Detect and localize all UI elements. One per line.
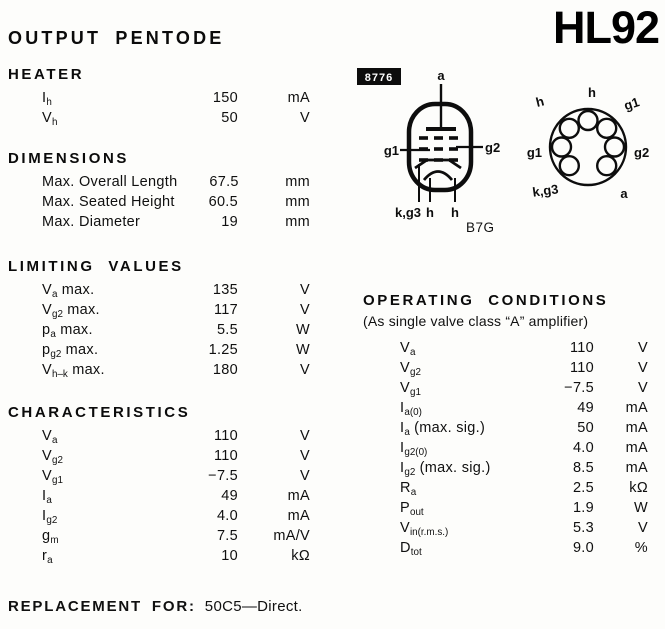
section-heading: LIMITING VALUES xyxy=(8,258,184,275)
spec-row xyxy=(363,438,648,458)
spec-row xyxy=(363,338,648,358)
pin-label-g1-left: g1 xyxy=(526,145,542,160)
operating-subtitle: (As single valve class “A” amplifier) xyxy=(363,313,589,329)
heater-pin-label-left: h xyxy=(426,205,434,220)
heater-filament xyxy=(424,172,452,181)
section-heading: HEATER xyxy=(8,66,85,83)
spec-value: 49 xyxy=(577,400,594,416)
spec-value: 7.5 xyxy=(216,528,238,544)
spec-value: 180 xyxy=(212,362,238,378)
spec-unit: V xyxy=(300,110,310,126)
spec-row xyxy=(363,358,648,378)
spec-label: $V_{g1}$ xyxy=(42,468,63,486)
spec-value: 2.5 xyxy=(572,480,594,496)
spec-unit: kΩ xyxy=(291,548,310,564)
section-heater xyxy=(8,66,310,128)
spec-label: $R_a$ xyxy=(400,480,417,498)
spec-label: $V_{g2}$ xyxy=(42,448,63,466)
spec-rows xyxy=(8,280,310,380)
spec-value: 150 xyxy=(212,90,238,106)
pin-label-g1-upper-right: g1 xyxy=(622,94,642,114)
spec-row xyxy=(363,518,648,538)
spec-value: 110 xyxy=(569,340,594,356)
replacement-value: 50C5—Direct. xyxy=(204,598,303,615)
spec-value: −7.5 xyxy=(208,468,238,484)
spec-row xyxy=(8,172,310,192)
spec-unit: mA xyxy=(625,400,648,416)
spec-label: $V_a$ xyxy=(42,428,58,446)
spec-row xyxy=(363,398,648,418)
spec-unit: kΩ xyxy=(629,480,648,496)
spec-row xyxy=(8,340,310,360)
spec-unit: V xyxy=(300,302,310,318)
spec-unit: mA xyxy=(625,440,648,456)
spec-label: $I_{g2(0)}$ xyxy=(400,440,428,458)
tube-symbol-diagram xyxy=(352,60,504,238)
spec-value: 5.3 xyxy=(572,520,594,536)
spec-label: $V_a$ max. xyxy=(42,282,95,300)
spec-unit: V xyxy=(638,340,648,356)
spec-value: 4.0 xyxy=(572,440,594,456)
spec-label: $P_{out}$ xyxy=(400,500,424,518)
spec-unit: V xyxy=(300,282,310,298)
spec-unit: V xyxy=(638,380,648,396)
cathode-pin-label: k,g3 xyxy=(394,205,422,220)
pin-label-k-g3-lower-left: k,g3 xyxy=(531,181,560,200)
spec-row xyxy=(363,418,648,438)
spec-unit: W xyxy=(296,322,310,338)
spec-row xyxy=(8,320,310,340)
spec-row xyxy=(8,88,310,108)
spec-label: Max. Seated Height xyxy=(42,194,175,210)
spec-row xyxy=(363,378,648,398)
spec-label: $D_{tot}$ xyxy=(400,540,422,558)
spec-value: 50 xyxy=(221,110,238,126)
spec-row xyxy=(8,426,310,446)
spec-label: $p_a$ max. xyxy=(42,322,93,340)
spec-label: Max. Overall Length xyxy=(42,174,178,190)
spec-unit: mA xyxy=(287,90,310,106)
spec-label: $I_{a(0)}$ xyxy=(400,400,422,418)
spec-label: $I_a$ xyxy=(42,488,52,506)
spec-unit: V xyxy=(300,468,310,484)
spec-value: 50 xyxy=(577,420,594,436)
spec-label: $V_a$ xyxy=(400,340,416,358)
grid1-pin-label: g1 xyxy=(383,143,399,158)
spec-unit: mA xyxy=(287,488,310,504)
spec-unit: mA xyxy=(287,508,310,524)
spec-value: 9.0 xyxy=(572,540,594,556)
spec-unit: mA xyxy=(625,460,648,476)
spec-row xyxy=(8,506,310,526)
pin-label-g2-right: g2 xyxy=(634,145,650,160)
spec-row xyxy=(8,212,310,232)
section-heading: CHARACTERISTICS xyxy=(8,404,191,421)
spec-row xyxy=(8,446,310,466)
spec-unit: V xyxy=(638,520,648,536)
spec-label: $V_{g1}$ xyxy=(400,380,421,398)
section-characteristics xyxy=(8,404,310,566)
spec-value: 110 xyxy=(213,428,238,444)
spec-label: $g_m$ xyxy=(42,528,59,546)
spec-label: $I_h$ xyxy=(42,90,52,108)
page-title: HL92 xyxy=(552,2,659,53)
pin-label-h-upper-left: h xyxy=(534,93,546,110)
spec-row xyxy=(8,526,310,546)
spec-value: 117 xyxy=(213,302,238,318)
spec-unit: W xyxy=(634,500,648,516)
spec-label: $I_{g2}$ (max. sig.) xyxy=(400,460,491,478)
drawing-ref-code: 8776 xyxy=(364,72,394,84)
replacement-label: REPLACEMENT FOR: xyxy=(8,598,196,615)
spec-value: 5.5 xyxy=(216,322,238,338)
spec-rows xyxy=(363,338,648,558)
page-subtitle: OUTPUT PENTODE xyxy=(8,28,225,48)
section-operating-conditions xyxy=(363,292,648,558)
spec-value: 67.5 xyxy=(209,174,239,190)
spec-value: 8.5 xyxy=(572,460,594,476)
spec-unit: mA/V xyxy=(273,528,310,544)
spec-row xyxy=(8,280,310,300)
spec-unit: V xyxy=(300,428,310,444)
grid2-pin-label: g2 xyxy=(485,140,501,155)
spec-row xyxy=(8,546,310,566)
spec-value: 1.9 xyxy=(572,500,594,516)
base-outline xyxy=(550,109,626,185)
spec-label: $I_{g2}$ xyxy=(42,508,58,526)
spec-row xyxy=(363,478,648,498)
spec-row xyxy=(8,486,310,506)
spec-unit: V xyxy=(300,448,310,464)
pin-label-a-lower-right: a xyxy=(620,186,628,201)
spec-rows xyxy=(8,172,310,232)
spec-row xyxy=(8,192,310,212)
spec-value: 4.0 xyxy=(216,508,238,524)
spec-label: $V_{g2}$ xyxy=(400,360,421,378)
spec-label: $V_{g2}$ max. xyxy=(42,302,100,320)
spec-value: −7.5 xyxy=(564,380,594,396)
spec-row xyxy=(363,458,648,478)
spec-value: 110 xyxy=(569,360,594,376)
spec-value: 60.5 xyxy=(208,194,238,210)
spec-rows xyxy=(8,88,310,128)
replacement-note xyxy=(8,598,303,615)
base-pinout-diagram xyxy=(498,78,665,213)
anode-pin-label: a xyxy=(437,68,445,83)
spec-rows xyxy=(8,426,310,566)
section-limiting-values xyxy=(8,258,310,380)
spec-value: 49 xyxy=(221,488,238,504)
spec-unit: mm xyxy=(285,214,310,230)
spec-value: 10 xyxy=(221,548,238,564)
spec-label: Max. Diameter xyxy=(42,214,141,230)
section-heading: OPERATING CONDITIONS xyxy=(363,292,609,309)
spec-row xyxy=(8,108,310,128)
section-dimensions xyxy=(8,150,310,232)
spec-value: 19 xyxy=(221,214,238,230)
spec-value: 1.25 xyxy=(208,342,238,358)
spec-row xyxy=(363,538,648,558)
spec-row xyxy=(8,466,310,486)
spec-row xyxy=(363,498,648,518)
heater-pin-label-right: h xyxy=(451,205,459,220)
spec-row xyxy=(8,300,310,320)
spec-unit: mm xyxy=(285,194,310,210)
spec-label: $I_a$ (max. sig.) xyxy=(400,420,486,438)
spec-unit: mA xyxy=(625,420,648,436)
spec-unit: V xyxy=(300,362,310,378)
pin-label-h-top: h xyxy=(588,85,596,100)
spec-label: $r_a$ xyxy=(42,548,53,566)
spec-unit: mm xyxy=(285,174,310,190)
spec-value: 110 xyxy=(213,448,238,464)
spec-value: 135 xyxy=(212,282,238,298)
base-type-label: B7G xyxy=(466,220,495,235)
spec-label: $p_{g2}$ max. xyxy=(42,342,99,360)
spec-unit: % xyxy=(634,540,648,556)
spec-label: $V_{h-k}$ max. xyxy=(42,362,105,380)
spec-row xyxy=(8,360,310,380)
spec-label: $V_h$ xyxy=(42,110,58,128)
section-heading: DIMENSIONS xyxy=(8,150,130,167)
spec-unit: V xyxy=(638,360,648,376)
spec-label: $V_{in(r.m.s.)}$ xyxy=(400,520,449,538)
spec-unit: W xyxy=(296,342,310,358)
base-pins xyxy=(552,111,624,175)
